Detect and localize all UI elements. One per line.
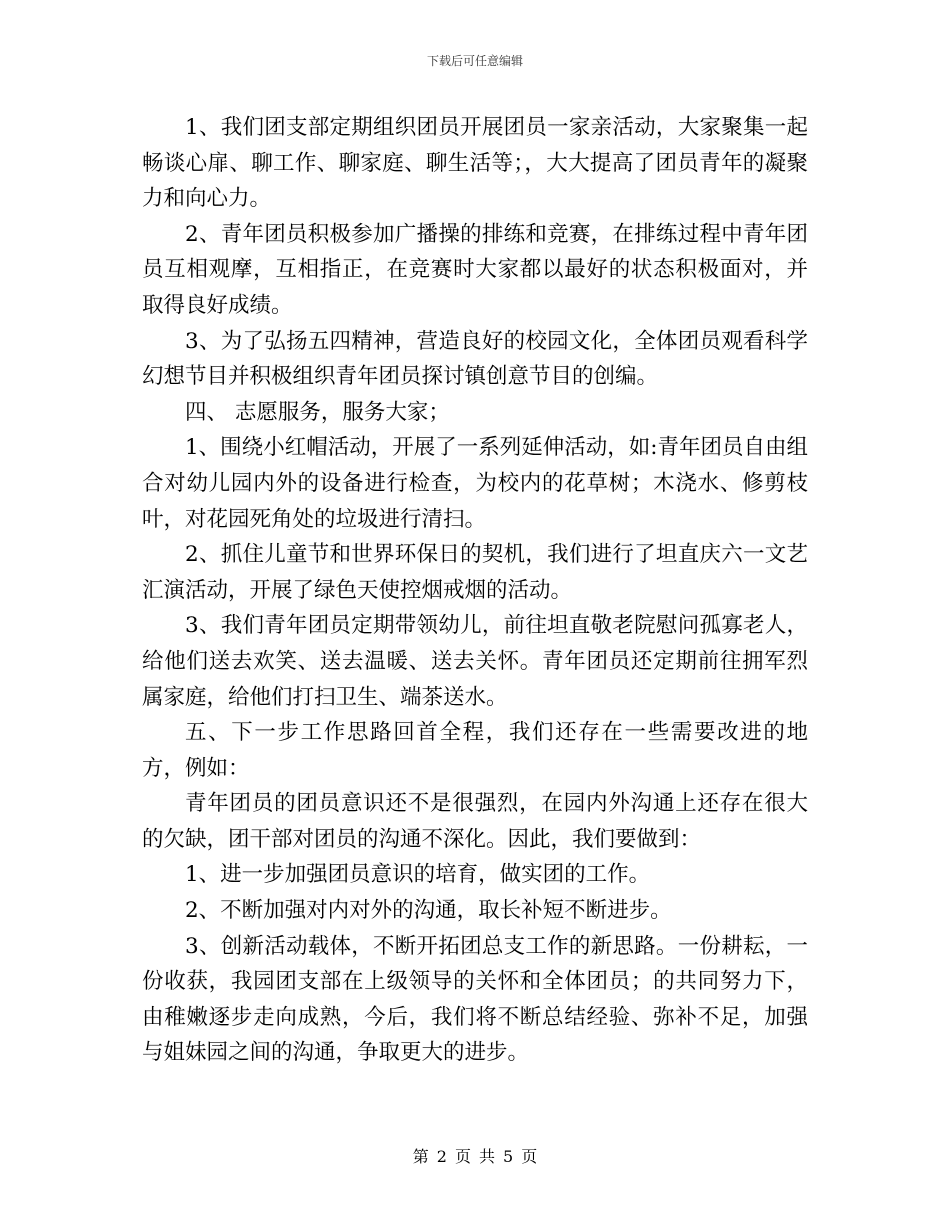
paragraph-6: 3、我们青年团员定期带领幼儿，前往坦直敬老院慰问孤寡老人，给他们送去欢笑、送去温暖、送去关怀。青年团员还定期前往拥军烈属家庭，给他们打扫卫生、端茶送水。 <box>142 613 808 710</box>
page-number <box>0 1148 950 1166</box>
paragraph-4: 1、围绕小红帽活动，开展了一系列延伸活动，如:青年团员自由组合对幼儿园内外的设备进行检查，为校内的花草树；木浇水、修剪枝叶，对花园死角处的垃圾进行清扫。 <box>142 435 808 532</box>
paragraph-10: 3、创新活动载体，不断开拓团总支工作的新思路。一份耕耘，一份收获，我园团支部在上级领导的关怀和全体团员；的共同努力下，由稚嫩逐步走向成熟，今后，我们将不断总结经验、弥补不足，加强与姐妹园之间的沟通，争取更大的进步。 <box>142 933 808 1066</box>
document-body <box>142 110 808 1071</box>
paragraph-8: 1、进一步加强团员意识的培育，做实团的工作。 <box>185 862 651 888</box>
paragraph-3: 3、为了弘扬五四精神，营造良好的校园文化，全体团员观看科学幻想节目并积极组织青年团员探讨镇创意节目的创编。 <box>142 328 808 390</box>
page-suffix: 页 <box>521 1147 538 1166</box>
paragraph-7: 青年团员的团员意识还不是很强烈，在园内外沟通上还存在很大的欠缺，团干部对团员的沟通不深化。因此，我们要做到： <box>142 791 808 852</box>
section-heading-volunteer: 四、 志愿服务，服务大家； <box>185 399 450 425</box>
paragraph-1: 1、我们团支部定期组织团员开展团员一家亲活动，大家聚集一起畅谈心扉、聊工作、聊家庭、聊生活等；，大大提高了团员青年的凝聚力和向心力。 <box>142 115 808 212</box>
page-word: 页 <box>454 1147 471 1166</box>
page-prefix: 第 <box>412 1147 429 1166</box>
paragraph-9: 2、不断加强对内对外的沟通，取长补短不断进步。 <box>185 898 672 924</box>
paragraph-2: 2、青年团员积极参加广播操的排练和竞赛，在排练过程中青年团员互相观摩，互相指正，在竞赛时大家都以最好的状态积极面对，并取得良好成绩。 <box>142 221 808 318</box>
page-header: 下载后可任意编辑 <box>426 54 523 68</box>
section-heading-next-steps: 五、下一步工作思路回首全程，我们还存在一些需要改进的地方，例如： <box>142 720 808 781</box>
paragraph-5: 2、抓住儿童节和世界环保日的契机，我们进行了坦直庆六一文艺汇演活动，开展了绿色天使控烟戒烟的活动。 <box>142 542 808 603</box>
total-word: 共 <box>479 1147 496 1166</box>
total-pages-number: 5 <box>503 1147 514 1166</box>
current-page-number: 2 <box>436 1147 447 1166</box>
